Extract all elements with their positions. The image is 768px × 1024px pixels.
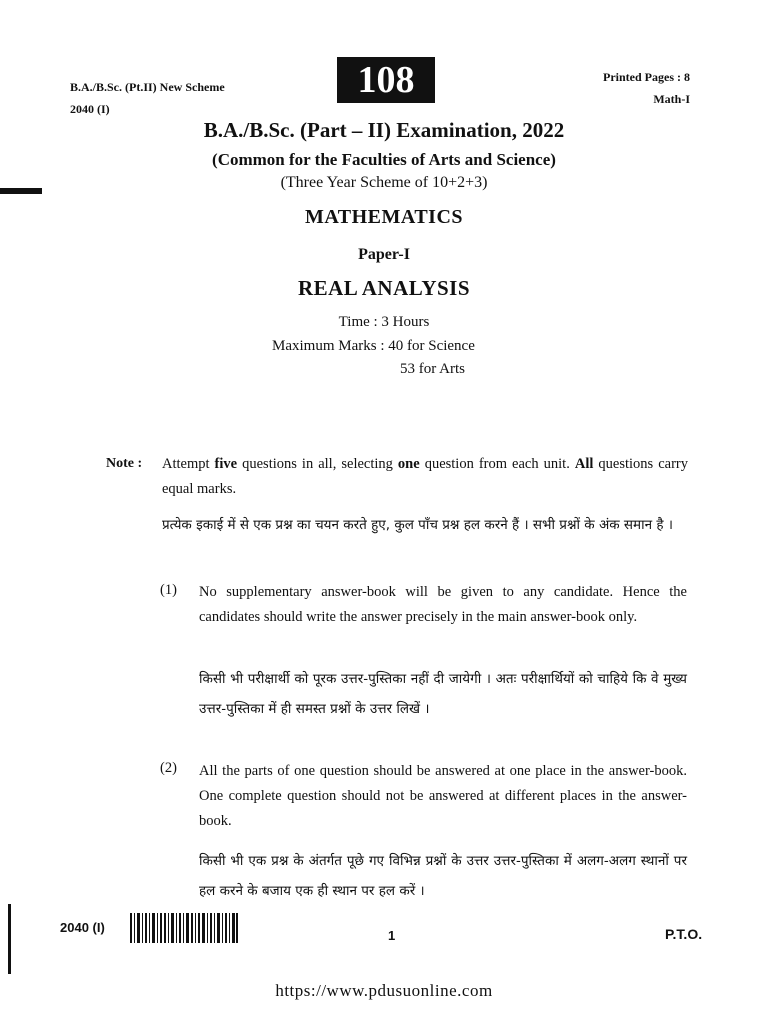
exam-title: B.A./B.Sc. (Part – II) Examination, 2022 <box>203 118 565 142</box>
instruction-text: No supplementary answer-book will be given to any candidate. Hence the candidates should write the answer precisely in the main answer-book only. <box>199 584 687 625</box>
scheme-line: (Three Year Scheme of 10+2+3) <box>280 174 488 191</box>
note-part: questions in all, selecting <box>237 456 398 472</box>
header-right <box>603 66 690 110</box>
note-label: Note : <box>106 456 143 471</box>
course-label: B.A./B.Sc. (Pt.II) New Scheme <box>70 80 225 94</box>
printed-pages: Printed Pages : 8 <box>603 70 690 84</box>
instruction-hindi: किसी भी परीक्षार्थी को पूरक उत्तर-पुस्तिका नहीं दी जायेगी । अतः परीक्षार्थियों को चाहिये कि वे मुख्य उत्तर-पुस्तिका में ही समस्त प्रश्नों के उत्तर लिखें । <box>199 671 687 717</box>
max-marks: Maximum Marks : 40 for Science <box>272 338 475 354</box>
instruction-hindi: किसी भी एक प्रश्न के अंतर्गत पूछे गए विभिन्न प्रश्नों के उत्तर उत्तर-पुस्तिका में अलग-अलग स्थानों पर हल करने के बजाय एक ही स्थान पर हल करें । <box>199 853 687 899</box>
note-part: All <box>574 456 594 472</box>
note-part: one <box>397 456 420 472</box>
faculties-line: (Common for the Faculties of Arts and Science) <box>212 150 556 169</box>
paper-label: Paper-I <box>358 246 410 263</box>
note-part: Attempt <box>162 456 215 472</box>
subject-title: MATHEMATICS <box>304 206 464 228</box>
barcode <box>130 913 238 943</box>
instruction-number: (1) <box>160 582 177 598</box>
source-url: https://www.pdusuonline.com <box>275 981 493 1000</box>
instruction-text: All the parts of one question should be answered at one place in the answer-book. One complete question should not be answered at different places in the answer-book. <box>199 763 687 829</box>
footer-code: 2040 (I) <box>60 920 105 935</box>
note-part: questions carry equal marks. <box>162 456 688 497</box>
topic-title: REAL ANALYSIS <box>297 276 471 300</box>
note-part: five <box>214 456 238 472</box>
page-number: 1 <box>388 928 396 943</box>
note-text <box>162 452 688 502</box>
instruction-number: (2) <box>160 760 177 776</box>
margin-line <box>8 904 11 974</box>
course-code: 2040 (I) <box>70 102 110 116</box>
pto-label: P.T.O. <box>665 926 703 942</box>
note-hindi: प्रत्येक इकाई में से एक प्रश्न का चयन करते हुए, कुल पाँच प्रश्न हल करने हैं । सभी प्रश्नों के अंक समान है । <box>162 517 673 533</box>
marks-arts: 53 for Arts <box>400 361 465 377</box>
time-line: Time : 3 Hours <box>338 314 430 330</box>
note-part: question from each unit. <box>419 456 575 472</box>
subject-code: Math-I <box>653 92 690 106</box>
header-left <box>70 76 225 120</box>
paper-code-box: 108 <box>337 57 435 103</box>
